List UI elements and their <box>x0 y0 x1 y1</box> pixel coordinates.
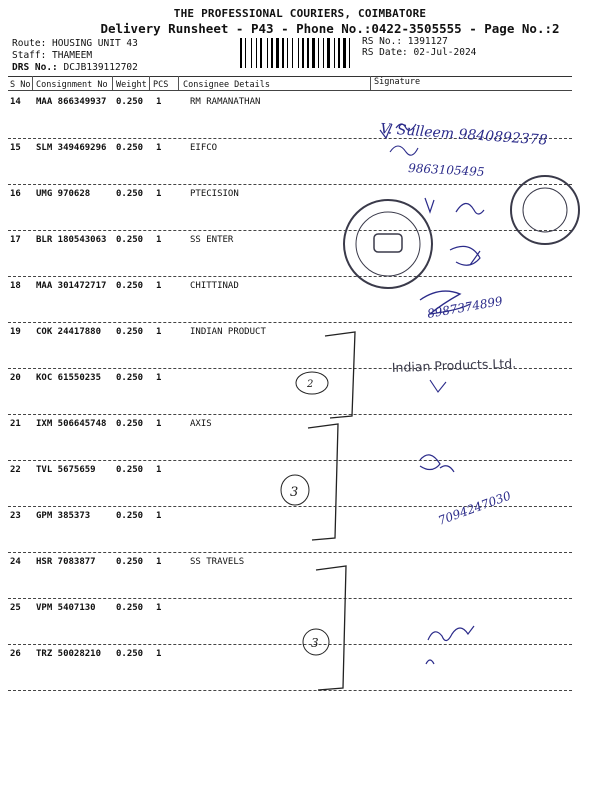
signature-text-14: V. Sulleem 9840892378 <box>379 121 548 149</box>
runsheet-title: Delivery Runsheet - P43 - Phone No.:0422-3505555 - Page No.:2 <box>100 21 560 36</box>
barcode-bar <box>325 38 326 68</box>
row-sno: 15 <box>10 143 21 153</box>
barcode-bar <box>349 38 350 68</box>
count-mark-1: 2 <box>307 379 314 390</box>
barcode-bar <box>341 38 342 68</box>
barcode-bar <box>336 38 337 68</box>
row-pcs: 1 <box>156 603 162 613</box>
barcode-bar <box>269 38 270 68</box>
row-weight: 0.250 <box>116 603 144 613</box>
row-weight: 0.250 <box>116 649 144 659</box>
route-label: Route: HOUSING UNIT 43 <box>12 38 138 49</box>
barcode-bar <box>320 38 322 68</box>
barcode-bar <box>274 38 275 68</box>
row-pcs: 1 <box>156 419 162 429</box>
table-row <box>8 644 572 691</box>
row-pcs: 1 <box>156 143 162 153</box>
row-pcs: 1 <box>156 373 162 383</box>
barcode-bar <box>310 38 311 68</box>
signature-text-19: Indian Products Ltd. <box>391 355 517 375</box>
row-sno: 23 <box>10 511 21 521</box>
col-divider <box>370 76 371 90</box>
row-pcs: 1 <box>156 235 162 245</box>
table-row <box>8 506 572 553</box>
barcode-bar <box>271 38 273 68</box>
barcode-bar <box>282 38 284 68</box>
row-consignee: EIFCO <box>190 143 218 153</box>
row-consignment-no: BLR 180543063 <box>36 235 107 245</box>
row-consignment-no: VPM 5407130 <box>36 603 96 613</box>
barcode-bar <box>316 38 317 68</box>
barcode-bar <box>305 38 306 68</box>
barcode-bar <box>240 38 242 68</box>
row-consignee: SS ENTER <box>190 235 234 245</box>
barcode-bar <box>276 38 279 68</box>
row-consignment-no: COK 24417880 <box>36 327 102 337</box>
col-divider <box>32 76 33 90</box>
table-row <box>8 552 572 599</box>
row-pcs: 1 <box>156 97 162 107</box>
barcode-bar <box>292 38 293 68</box>
table-row <box>8 92 572 139</box>
barcode-bar <box>318 38 319 68</box>
barcode-bar <box>280 38 281 68</box>
barcode-bar <box>289 38 291 68</box>
row-weight: 0.250 <box>116 189 144 199</box>
barcode-bar <box>247 38 250 68</box>
row-weight: 0.250 <box>116 327 144 337</box>
row-consignment-no: TVL 5675659 <box>36 465 96 475</box>
row-consignment-no: GPM 385373 <box>36 511 91 521</box>
row-weight: 0.250 <box>116 143 144 153</box>
barcode <box>240 38 355 68</box>
row-consignment-no: MAA 866349937 <box>36 97 107 107</box>
row-weight: 0.250 <box>116 235 144 245</box>
table-top-border <box>8 76 572 77</box>
row-pcs: 1 <box>156 465 162 475</box>
row-consignment-no: HSR 7083877 <box>36 557 96 567</box>
row-consignee: SS TRAVELS <box>190 557 245 567</box>
col-divider <box>178 76 179 90</box>
barcode-bar <box>347 38 348 68</box>
col-header-sno: S No <box>10 80 31 90</box>
barcode-bar <box>258 38 259 68</box>
barcode-bar <box>300 38 301 68</box>
barcode-bar <box>285 38 286 68</box>
row-pcs: 1 <box>156 649 162 659</box>
staff-label: Staff: THAMEEM <box>12 50 93 61</box>
row-weight: 0.250 <box>116 281 144 291</box>
row-pcs: 1 <box>156 327 162 337</box>
col-divider <box>112 76 113 90</box>
row-consignment-no: MAA 301472717 <box>36 281 107 291</box>
row-consignee: CHITTINAD <box>190 281 239 291</box>
table-row <box>8 138 572 185</box>
barcode-bar <box>243 38 244 68</box>
row-consignee: AXIS <box>190 419 212 429</box>
row-pcs: 1 <box>156 511 162 521</box>
table-row <box>8 414 572 461</box>
row-sno: 25 <box>10 603 21 613</box>
barcode-bar <box>256 38 257 68</box>
table-row <box>8 322 572 369</box>
barcode-bar <box>312 38 315 68</box>
header-bottom-border <box>8 90 572 91</box>
row-sno: 19 <box>10 327 21 337</box>
drs-number <box>12 62 138 73</box>
barcode-bar <box>294 38 297 68</box>
barcode-bar <box>287 38 288 68</box>
count-mark-3: 3 <box>311 636 319 650</box>
rs-date: RS Date: 02-Jul-2024 <box>362 47 477 58</box>
signature-text-22: 7094247030 <box>436 488 513 528</box>
barcode-bar <box>267 38 268 68</box>
barcode-bar <box>251 38 252 68</box>
row-sno: 16 <box>10 189 21 199</box>
row-weight: 0.250 <box>116 373 144 383</box>
col-header-signature: Signature <box>374 77 421 87</box>
row-consignment-no: UMG 970628 <box>36 189 91 199</box>
row-sno: 22 <box>10 465 21 475</box>
row-weight: 0.250 <box>116 97 144 107</box>
barcode-bar <box>307 38 309 68</box>
barcode-bar <box>338 38 340 68</box>
barcode-bar <box>298 38 299 68</box>
barcode-bar <box>343 38 346 68</box>
barcode-bar <box>253 38 255 68</box>
row-sno: 20 <box>10 373 21 383</box>
row-consignee: PTECISION <box>190 189 239 199</box>
row-sno: 17 <box>10 235 21 245</box>
barcode-bar <box>302 38 304 68</box>
row-sno: 21 <box>10 419 21 429</box>
row-consignment-no: SLM 349469296 <box>36 143 107 153</box>
row-consignment-no: KOC 61550235 <box>36 373 102 383</box>
barcode-bar <box>260 38 262 68</box>
row-sno: 14 <box>10 97 21 107</box>
table-row <box>8 368 572 415</box>
row-sno: 24 <box>10 557 21 567</box>
row-consignment-no: TRZ 50028210 <box>36 649 102 659</box>
col-header-consignee: Consignee Details <box>183 80 270 90</box>
table-row <box>8 184 572 231</box>
barcode-bar <box>327 38 330 68</box>
row-consignment-no: IXM 506645748 <box>36 419 107 429</box>
row-pcs: 1 <box>156 557 162 567</box>
drs-value: DCJB139112702 <box>63 62 138 73</box>
row-weight: 0.250 <box>116 419 144 429</box>
table-row <box>8 460 572 507</box>
col-header-pcs: PCS <box>153 80 169 90</box>
row-weight: 0.250 <box>116 465 144 475</box>
table-row <box>8 276 572 323</box>
row-consignee: INDIAN PRODUCT <box>190 327 266 337</box>
row-weight: 0.250 <box>116 557 144 567</box>
table-row <box>8 230 572 277</box>
col-header-weight: Weight <box>116 80 147 90</box>
barcode-bar <box>351 38 353 68</box>
row-consignee: RM RAMANATHAN <box>190 97 261 107</box>
table-row <box>8 598 572 645</box>
col-divider <box>149 76 150 90</box>
row-pcs: 1 <box>156 281 162 291</box>
row-sno: 18 <box>10 281 21 291</box>
row-pcs: 1 <box>156 189 162 199</box>
barcode-bar <box>245 38 246 68</box>
barcode-bar <box>334 38 335 68</box>
barcode-bar <box>323 38 324 68</box>
rs-number: RS No.: 1391127 <box>362 36 448 47</box>
signature-text-18: 8987374899 <box>426 293 504 321</box>
barcode-bar <box>263 38 266 68</box>
drs-label: DRS No.: <box>12 62 58 73</box>
company-title: THE PROFESSIONAL COURIERS, COIMBATORE <box>173 7 427 20</box>
row-sno: 26 <box>10 649 21 659</box>
signature-text-15: 9863105495 <box>407 161 485 179</box>
row-weight: 0.250 <box>116 511 144 521</box>
count-mark-2: 3 <box>290 485 299 500</box>
barcode-bar <box>331 38 333 68</box>
col-header-consignment: Consignment No <box>36 80 108 90</box>
